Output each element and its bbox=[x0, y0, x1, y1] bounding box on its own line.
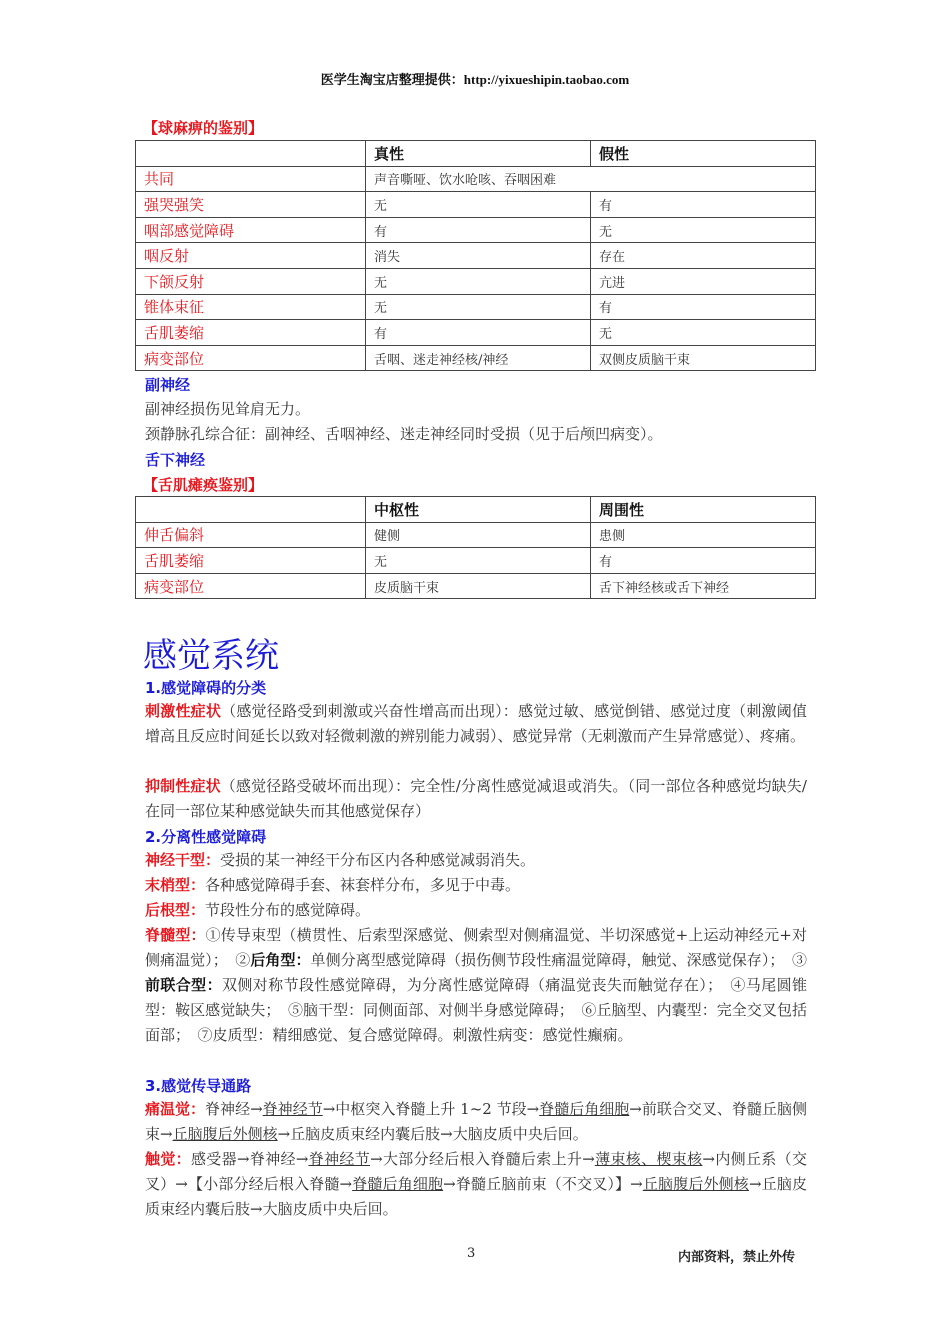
text-segment: ①传导束型（横贯性、后索型深感觉、侧索型对侧痛温觉、半切深感觉+上运动神经元+对侧痛温觉）； ② bbox=[145, 926, 807, 969]
text-segment: 受损的某一神经干分布区内各种感觉减弱消失。 bbox=[220, 851, 536, 869]
text-segment: →前联合交叉、脊髓丘脑侧束→ bbox=[145, 1100, 807, 1143]
table-row bbox=[136, 294, 816, 320]
term-label: 触觉： bbox=[145, 1150, 191, 1168]
table-header-row bbox=[136, 141, 816, 167]
cell: 舌咽、迷走神经核/神经 bbox=[366, 345, 591, 371]
text-segment: 节段性分布的感觉障碍。 bbox=[205, 901, 371, 919]
subheading: 2.分离性感觉障碍 bbox=[145, 828, 267, 846]
term-label: 刺激性症状 bbox=[145, 702, 222, 720]
paragraph bbox=[145, 699, 807, 749]
subheading: 1.感觉障碍的分类 bbox=[145, 679, 267, 697]
term-label: 后根型： bbox=[145, 901, 206, 919]
bold-term: 后角型： bbox=[250, 951, 311, 969]
text-segment: （感觉径路受破坏而出现）：完全性/分离性感觉减退或消失。（同一部位各种感觉均缺失/在同一部位某种感觉缺失而其他感觉保存） bbox=[145, 777, 807, 820]
cell: 有 bbox=[366, 217, 591, 243]
section-title: 感觉系统 bbox=[143, 636, 279, 676]
table-row bbox=[136, 345, 816, 371]
table-row bbox=[136, 268, 816, 294]
table-row bbox=[136, 166, 816, 192]
table-row bbox=[136, 320, 816, 346]
table-row bbox=[136, 548, 816, 574]
cell: 有 bbox=[591, 294, 816, 320]
table-row bbox=[136, 573, 816, 599]
term-label: 抑制性症状 bbox=[145, 777, 221, 795]
row-label: 伸舌偏斜 bbox=[136, 522, 366, 548]
accessory-nerve-heading: 副神经 bbox=[145, 376, 191, 394]
cell: 存在 bbox=[591, 243, 816, 269]
underlined-term: 脊髓后角细胞 bbox=[352, 1175, 444, 1193]
cell: 有 bbox=[591, 192, 816, 218]
row-label: 咽反射 bbox=[136, 243, 366, 269]
text-segment: →丘脑皮质束经内囊后肢→大脑皮质中央后回。 bbox=[145, 1175, 807, 1218]
table-row bbox=[136, 243, 816, 269]
paragraph: 副神经损伤见耸肩无力。 bbox=[145, 400, 311, 418]
paragraph bbox=[145, 923, 807, 1048]
cell: 无 bbox=[366, 192, 591, 218]
table-row bbox=[136, 217, 816, 243]
paragraph bbox=[145, 898, 807, 923]
table-row bbox=[136, 192, 816, 218]
cell: 有 bbox=[591, 548, 816, 574]
bulbar-palsy-table bbox=[135, 140, 816, 371]
cell: 消失 bbox=[366, 243, 591, 269]
term-label: 脊髓型： bbox=[145, 926, 206, 944]
page-header: 医学生淘宝店整理提供：http://yixueshipin.taobao.com bbox=[320, 72, 630, 87]
page-number: 3 bbox=[467, 1246, 476, 1261]
row-label: 舌肌萎缩 bbox=[136, 320, 366, 346]
table-row bbox=[136, 522, 816, 548]
cell: 有 bbox=[366, 320, 591, 346]
cell: 无 bbox=[366, 294, 591, 320]
row-label: 共同 bbox=[136, 166, 366, 192]
header-cell: 假性 bbox=[591, 141, 816, 167]
underlined-term: 脊神经节 bbox=[262, 1100, 323, 1118]
cell: 无 bbox=[366, 548, 591, 574]
hypoglossal-nerve-heading: 舌下神经 bbox=[145, 451, 206, 469]
bold-term: 前联合型： bbox=[145, 976, 222, 994]
paragraph: 颈静脉孔综合征：副神经、舌咽神经、迷走神经同时受损（见于后颅凹病变）。 bbox=[145, 425, 663, 443]
paragraph bbox=[145, 1147, 807, 1222]
cell: 皮质脑干束 bbox=[366, 573, 591, 599]
row-label: 锥体束征 bbox=[136, 294, 366, 320]
text-segment: →脊髓丘脑前束（不交叉）】→ bbox=[443, 1175, 643, 1193]
cell: 声音嘶哑、饮水呛咳、吞咽困难 bbox=[366, 166, 816, 192]
text-segment: 感受器→脊神经→ bbox=[190, 1150, 309, 1168]
text-segment: 双侧对称节段性感觉障碍，为分离性感觉障碍（痛温觉丧失而触觉存在）； ④马尾圆锥型：鞍区感觉缺失； ⑤脑干型：同侧面部、对侧半身感觉障碍； ⑥丘脑型、内囊型：完全交叉包括面部； ⑦皮质型：精细感觉、复合感觉障碍。刺激性病变：感觉性癫痫。 bbox=[145, 976, 807, 1044]
underlined-term: 脊髓后角细胞 bbox=[539, 1100, 630, 1118]
row-label: 病变部位 bbox=[136, 573, 366, 599]
term-label: 痛温觉： bbox=[145, 1100, 206, 1118]
underlined-term: 薄束核、楔束核 bbox=[594, 1150, 703, 1168]
cell: 舌下神经核或舌下神经 bbox=[591, 573, 816, 599]
paragraph bbox=[145, 873, 807, 898]
subheading: 3.感觉传导通路 bbox=[145, 1077, 252, 1095]
cell: 亢进 bbox=[591, 268, 816, 294]
underlined-term: 脊神经节 bbox=[308, 1150, 371, 1168]
text-segment: 单侧分离型感觉障碍（损伤侧节段性痛温觉障碍，触觉、深感觉保存）； ③ bbox=[310, 951, 807, 969]
text-segment: （感觉径路受到刺激或兴奋性增高而出现）：感觉过敏、感觉倒错、感觉过度（刺激阈值增高且反应时间延长以致对轻微刺激的辨别能力减弱）、感觉异常（无刺激而产生异常感觉）、疼痛。 bbox=[145, 702, 807, 745]
header-cell: 周围性 bbox=[591, 497, 816, 523]
text-segment: →大部分经后根入脊髓后索上升→ bbox=[370, 1150, 595, 1168]
cell: 患侧 bbox=[591, 522, 816, 548]
row-label: 舌肌萎缩 bbox=[136, 548, 366, 574]
cell: 无 bbox=[591, 217, 816, 243]
header-cell bbox=[136, 497, 366, 523]
header-cell: 真性 bbox=[366, 141, 591, 167]
row-label: 咽部感觉障碍 bbox=[136, 217, 366, 243]
underlined-term: 丘脑腹后外侧核 bbox=[642, 1175, 749, 1193]
text-segment: 脊神经→ bbox=[205, 1100, 263, 1118]
text-segment: →丘脑皮质束经内囊后肢→大脑皮质中央后回。 bbox=[277, 1125, 588, 1143]
text-segment: →内侧丘系（交叉）→【小部分经后根入脊髓→ bbox=[145, 1150, 807, 1193]
row-label: 下颌反射 bbox=[136, 268, 366, 294]
row-label: 强哭强笑 bbox=[136, 192, 366, 218]
table2-title: 【舌肌瘫痪鉴别】 bbox=[143, 476, 264, 494]
table1-title: 【球麻痹的鉴别】 bbox=[143, 119, 264, 137]
paragraph bbox=[145, 1097, 807, 1147]
footer-note: 内部资料，禁止外传 bbox=[678, 1250, 796, 1265]
text-segment: →中枢突入脊髓上升 1~2 节段→ bbox=[322, 1100, 540, 1118]
cell: 双侧皮质脑干束 bbox=[591, 345, 816, 371]
table-header-row bbox=[136, 497, 816, 523]
term-label: 末梢型： bbox=[145, 876, 206, 894]
underlined-term: 丘脑腹后外侧核 bbox=[172, 1125, 278, 1143]
row-label: 病变部位 bbox=[136, 345, 366, 371]
paragraph bbox=[145, 848, 807, 873]
term-label: 神经干型： bbox=[145, 851, 221, 869]
paragraph bbox=[145, 774, 807, 824]
tongue-paralysis-table bbox=[135, 496, 816, 599]
cell: 健侧 bbox=[366, 522, 591, 548]
cell: 无 bbox=[366, 268, 591, 294]
text-segment: 各种感觉障碍手套、袜套样分布，多见于中毒。 bbox=[205, 876, 521, 894]
header-cell bbox=[136, 141, 366, 167]
cell: 无 bbox=[591, 320, 816, 346]
header-cell: 中枢性 bbox=[366, 497, 591, 523]
